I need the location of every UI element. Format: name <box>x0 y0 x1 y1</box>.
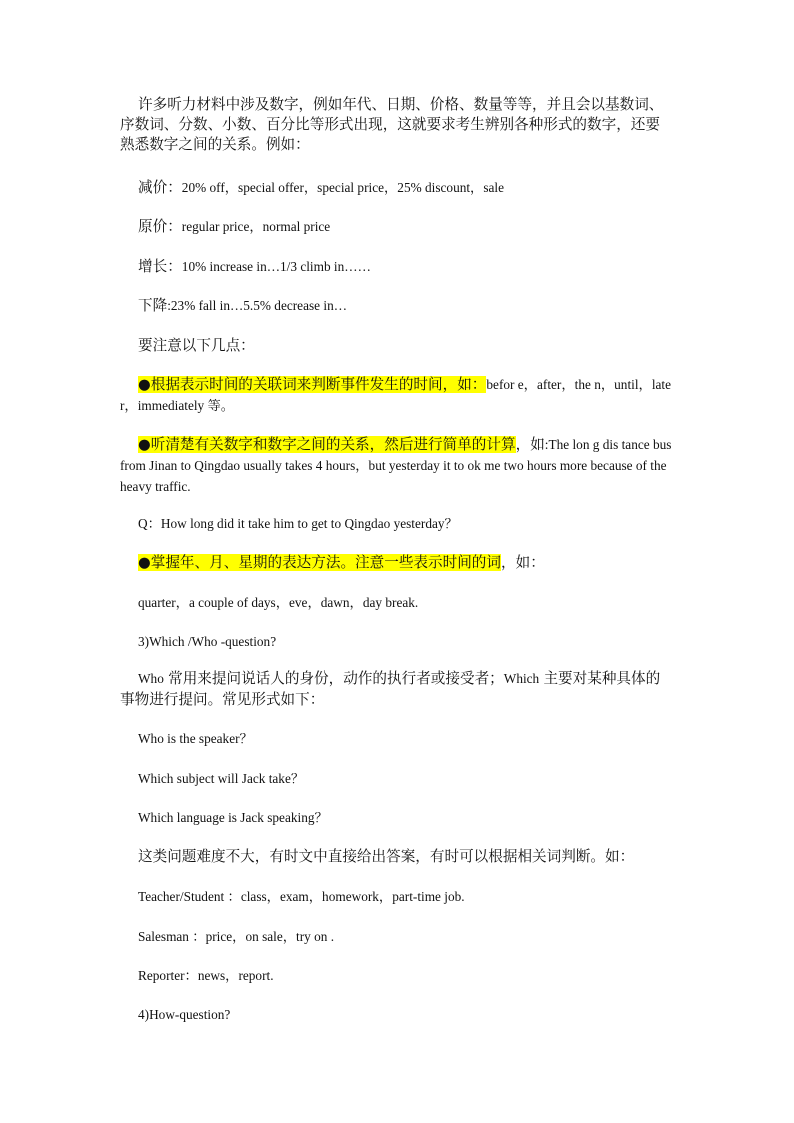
bullet-1-text: befor e，after，the n，until，later，immediately 等。 <box>120 377 672 413</box>
notes-heading-text: 要注意以下几点： <box>138 337 255 354</box>
teacher-text: Teacher/Student ：class，exam，homework，part-time job. <box>138 889 465 904</box>
original-price-line <box>120 217 672 238</box>
example-1-text: Who is the speaker？ <box>138 731 253 746</box>
example-3 <box>120 808 672 828</box>
section-3-title-text: 3)Which /Who -question? <box>138 634 277 649</box>
who-word: Who <box>138 671 164 686</box>
intro-text: 许多听力材料中涉及数字，例如年代、日期、价格、数量等等，并且会以基数词、序数词、分数、小数、百分比等形式出现，这就要求考生辨别各种形式的数字，还要熟悉数字之间的关系。例如： <box>120 96 664 153</box>
example-1 <box>120 729 672 749</box>
difficulty-text: 这类问题难度不大，有时文中直接给出答案，有时可以根据相关词判断。如： <box>138 848 635 865</box>
which-word: Which <box>503 671 540 686</box>
time-words-line <box>120 593 672 613</box>
discount-text: 20% off，special offer，special price，25% discount，sale <box>181 180 505 195</box>
increase-text: 10% increase in…1/3 climb in…… <box>181 259 371 274</box>
question-line <box>120 514 672 534</box>
which-desc: 主要对某种具体的事物进行提问。常见形式如下： <box>120 670 661 708</box>
bullet-2-text: :The lon g dis tance bus from Jinan to Qingdao usually takes 4 hours，but yesterday it to ok me two hours more because of the heavy traffic. <box>120 437 672 494</box>
reporter-text: Reporter：news，report. <box>138 968 274 983</box>
notes-heading <box>120 336 672 356</box>
example-2 <box>120 769 672 789</box>
time-words-text: quarter，a couple of days，eve，dawn，day break. <box>138 595 419 610</box>
bullet-3 <box>120 553 672 574</box>
teacher-line <box>120 887 672 907</box>
example-3-text: Which language is Jack speaking？ <box>138 810 328 825</box>
section-3-title <box>120 632 672 652</box>
example-2-text: Which subject will Jack take？ <box>138 771 305 786</box>
decrease-text: :23% fall in…5.5% decrease in… <box>167 298 348 313</box>
bullet-3-text: ，如： <box>501 554 545 571</box>
section-4-title <box>120 1005 672 1025</box>
section-4-title-text: 4)How-question? <box>138 1007 231 1022</box>
bullet-1-highlight: ●根据表示时间的关联词来判断事件发生的时间，如： <box>138 376 487 393</box>
who-which-paragraph <box>120 669 672 711</box>
bullet-1 <box>120 375 672 417</box>
bullet-2-highlight: ●听清楚有关数字和数字之间的关系，然后进行简单的计算 <box>138 436 516 453</box>
salesman-text: Salesman ：price，on sale，try on . <box>138 929 335 944</box>
bullet-2-mid: ，如 <box>515 436 545 453</box>
bullet-3-highlight: ●掌握年、月、星期的表达方法。注意一些表示时间的词 <box>138 554 501 571</box>
decrease-label: 下降 <box>138 297 168 314</box>
increase-label: 增长： <box>138 258 182 275</box>
reporter-line <box>120 966 672 986</box>
decrease-line <box>120 296 672 317</box>
intro-paragraph <box>120 95 672 155</box>
difficulty-line <box>120 847 672 867</box>
bullet-2 <box>120 435 672 498</box>
salesman-line <box>120 927 672 947</box>
increase-line <box>120 257 672 278</box>
discount-line <box>120 178 672 199</box>
question-text: Q：How long did it take him to get to Qingdao yesterday？ <box>138 516 458 531</box>
original-label: 原价： <box>138 218 182 235</box>
original-text: regular price，normal price <box>181 219 331 234</box>
who-desc: 常用来提问说话人的身份，动作的执行者或接受者； <box>168 670 504 687</box>
discount-label: 减价： <box>138 179 182 196</box>
